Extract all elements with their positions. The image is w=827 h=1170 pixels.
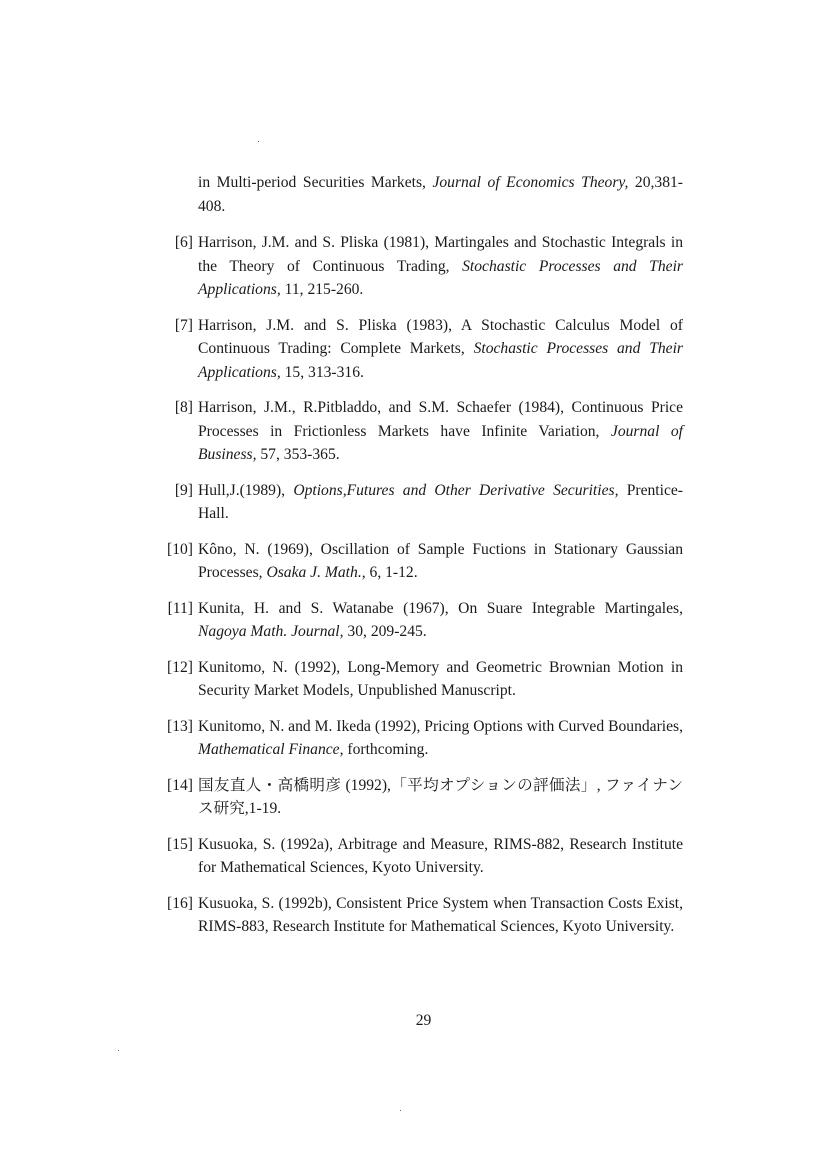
reference-journal: Options,Futures and Other Derivative Securities,: [293, 481, 619, 499]
page-number: 29: [415, 1012, 432, 1029]
scan-speck: [400, 1110, 401, 1111]
reference-number: [14]: [167, 776, 193, 794]
reference-details: forthcoming.: [343, 741, 429, 758]
reference-text: Kunita, H. and S. Watanabe (1967), On Suare Integrable Martingales,: [198, 599, 683, 617]
reference-details: 15, 313-316.: [280, 363, 364, 381]
reference-journal: Nagoya Math. Journal,: [198, 623, 344, 640]
reference-item: [163, 774, 683, 821]
reference-item: [163, 479, 683, 526]
reference-details: 20,381-408.: [198, 174, 683, 215]
reference-details: 6, 1-12.: [365, 564, 418, 581]
reference-item: [163, 656, 683, 703]
reference-number: [10]: [167, 540, 193, 558]
reference-list: [163, 171, 683, 951]
reference-details: 57, 353-365.: [256, 446, 340, 463]
reference-item: [163, 833, 683, 880]
reference-text: Kusuoka, S. (1992b), Consistent Price System when Transaction Costs Exist, RIMS-883, Research Institute for Mathematical Sciences, Kyoto University.: [198, 894, 683, 935]
reference-text: Kôno, N. (1969), Oscillation of Sample Fuctions in Stationary Gaussian Processes,: [198, 540, 683, 581]
reference-number: [6]: [174, 234, 193, 251]
reference-text: Hull,J.(1989),: [198, 481, 294, 499]
reference-number: [13]: [167, 717, 193, 735]
reference-item: [163, 538, 683, 585]
scan-speck: [118, 1050, 119, 1051]
reference-text: Kusuoka, S. (1992a), Arbitrage and Measure, RIMS-882, Research Institute for Mathematical Sciences, Kyoto University.: [198, 835, 683, 876]
reference-item: [163, 715, 683, 762]
reference-number: [9]: [174, 481, 193, 499]
reference-journal: Stochastic Processes and Their Applications,: [198, 340, 683, 381]
reference-text: in Multi-period Securities Markets,: [198, 174, 433, 191]
reference-text: Harrison, J.M. and S. Pliska (1983), A Stochastic Calculus Model of Continuous Trading: Complete Markets,: [198, 316, 683, 357]
reference-journal: Mathematical Finance,: [198, 741, 344, 758]
reference-journal: Stochastic Processes and Their Applications,: [198, 257, 683, 298]
reference-number: [8]: [174, 399, 193, 416]
reference-details: 30, 209-245.: [343, 623, 427, 640]
reference-item: [163, 597, 683, 644]
reference-journal: Journal of Economics Theory,: [432, 174, 629, 191]
reference-text: 国友直人・高橋明彦 (1992),「平均オプションの評価法」, ファイナンス研究,1-19.: [198, 776, 683, 817]
reference-item: [163, 314, 683, 385]
reference-number: [11]: [167, 599, 193, 617]
reference-number: [16]: [167, 894, 193, 912]
reference-number: [12]: [167, 658, 193, 676]
reference-item: [163, 892, 683, 939]
reference-item: [163, 231, 683, 302]
reference-journal: Journal of Business,: [198, 422, 683, 463]
reference-text: Kunitomo, N. and M. Ikeda (1992), Pricing Options with Curved Boundaries,: [198, 717, 683, 735]
reference-number: [7]: [174, 316, 193, 334]
reference-text: Harrison, J.M., R.Pitbladdo, and S.M. Schaefer (1984), Continuous Price Processes in Frictionless Markets have Infinite Variation,: [198, 399, 683, 440]
reference-text: Harrison, J.M. and S. Pliska (1981), Martingales and Stochastic Integrals in the Theory of Continuous Trading,: [198, 234, 683, 275]
scan-speck: [258, 141, 259, 142]
reference-details: 11, 215-260.: [280, 281, 364, 298]
reference-item: [163, 396, 683, 467]
reference-number: [15]: [167, 835, 193, 853]
reference-details: Prentice-Hall.: [198, 481, 683, 522]
reference-text: Kunitomo, N. (1992), Long-Memory and Geometric Brownian Motion in Security Market Models, Unpublished Manuscript.: [198, 658, 683, 699]
reference-journal: Osaka J. Math.,: [266, 564, 366, 581]
reference-continuation: [163, 171, 683, 218]
